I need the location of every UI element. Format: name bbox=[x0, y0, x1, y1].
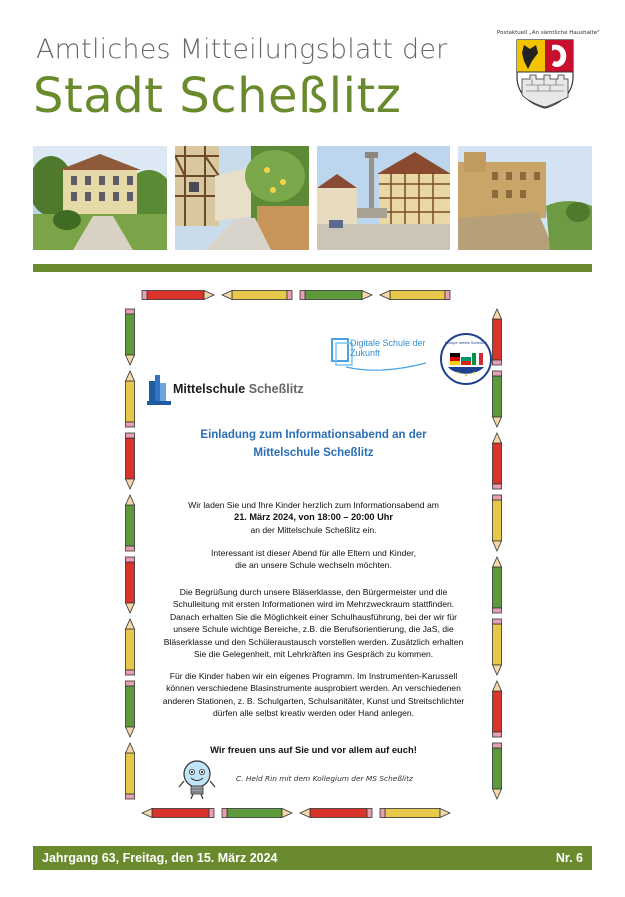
pencil-decoration bbox=[142, 809, 214, 818]
signature: C. Held Rin mit dem Kollegium der MS Scheßlitz bbox=[236, 774, 413, 783]
pencil-decoration bbox=[300, 291, 372, 300]
paragraph-program-parents bbox=[152, 586, 475, 660]
p4-line4: dürfen alle selbst kreativ werden oder Hand anlegen. bbox=[212, 708, 415, 719]
pencil-decoration bbox=[493, 557, 502, 613]
closing-line: Wir freuen uns auf Sie und vor allem auf euch! bbox=[210, 744, 417, 755]
pencil-decoration bbox=[380, 291, 450, 300]
paragraph-invitation bbox=[152, 499, 475, 536]
invitation-heading-line1: Einladung zum Informationsabend an der bbox=[200, 429, 427, 441]
p2-line2: die an unsere Schule wechseln möchten. bbox=[235, 560, 392, 571]
p3-line5: Bläserklasse und den Schüleraustausch vorstellen werden. Zusätzlich erhalten bbox=[163, 636, 464, 647]
issue-info: Jahrgang 63, Freitag, den 15. März 2024 bbox=[42, 851, 278, 865]
pencil-decoration bbox=[493, 309, 502, 365]
p2-line1: Interessant ist dieser Abend für alle Eltern und Kinder, bbox=[211, 548, 416, 558]
p1-line1: Wir laden Sie und Ihre Kinder herzlich zum Informationsabend am bbox=[188, 500, 439, 510]
pencil-decoration bbox=[126, 433, 135, 489]
pencil-decoration bbox=[126, 309, 135, 365]
pencil-decoration bbox=[126, 371, 135, 427]
p3-line6: Sie die Gelegenheit, mit Lehrkräften ins Gespräch zu kommen. bbox=[193, 649, 434, 660]
pencil-decoration bbox=[126, 495, 135, 551]
lightbulb-mascot-icon bbox=[178, 759, 216, 799]
invitation-heading-line2: Mittelschule Scheßlitz bbox=[253, 447, 374, 459]
pencil-decoration bbox=[126, 681, 135, 737]
pencil-decoration bbox=[142, 291, 214, 300]
pencil-decoration bbox=[493, 681, 502, 737]
badge-label: Europe meets Scheßlitz bbox=[444, 340, 488, 345]
city-crest bbox=[497, 30, 600, 130]
photo-strip bbox=[33, 146, 592, 250]
digital-school-label: Digitale Schule der Zukunft bbox=[350, 338, 426, 358]
pencil-decoration bbox=[493, 743, 502, 799]
p4-line3: anderen Stationen, z. B. Schulgarten, Schulsanitäter, Kunst und Streitschlichter bbox=[162, 695, 465, 706]
pencil-decoration bbox=[222, 809, 292, 818]
school-name bbox=[173, 382, 304, 396]
info-evening-flyer bbox=[120, 285, 507, 823]
coat-of-arms-icon bbox=[516, 39, 574, 109]
p3-line4: unsere Schule wichtige Bereiche, z.B. die Berufsorientierung, die JaS, die bbox=[173, 624, 454, 635]
p4-line1: Für die Kinder haben wir ein eigenes Programm. Im Instrumenten-Karussell bbox=[169, 671, 458, 681]
paragraph-program-kids bbox=[152, 670, 475, 720]
photo-castle-park bbox=[33, 146, 167, 250]
paragraph-audience bbox=[152, 547, 475, 572]
pencil-decoration bbox=[300, 809, 372, 818]
issue-footer-bar bbox=[33, 846, 592, 870]
photo-giechburg-castle bbox=[458, 146, 592, 250]
event-date: 21. März 2024, von 18:00 – 20:00 Uhr bbox=[234, 512, 393, 523]
pencil-decoration bbox=[222, 291, 292, 300]
pencil-decoration bbox=[493, 371, 502, 427]
masthead-divider bbox=[33, 264, 592, 272]
invitation-heading bbox=[144, 426, 483, 462]
masthead-title-line2: Stadt Scheßlitz bbox=[33, 68, 402, 124]
pencil-decoration bbox=[126, 557, 135, 613]
pencil-decoration bbox=[380, 809, 450, 818]
p3-line1: Die Begrüßung durch unsere Bläserklasse, den Bürgermeister und die bbox=[179, 587, 448, 597]
pencil-decoration bbox=[493, 619, 502, 675]
photo-market-square bbox=[317, 146, 451, 250]
p1-line3: an der Mittelschule Scheßlitz ein. bbox=[250, 524, 377, 535]
pencil-decoration bbox=[493, 433, 502, 489]
pencil-decoration bbox=[126, 619, 135, 675]
p3-line3: Danach erhalten Sie die Möglichkeit einer Schulhausführung, bei der wir für bbox=[169, 611, 458, 622]
pencil-decoration bbox=[493, 495, 502, 551]
photo-old-town-lane bbox=[175, 146, 309, 250]
school-name-part2: Scheßlitz bbox=[248, 382, 304, 396]
school-logo-icon bbox=[147, 373, 173, 405]
pencil-decoration bbox=[126, 743, 135, 799]
school-name-part1: Mittelschule bbox=[173, 382, 246, 396]
p4-line2: können verschiedene Blasinstrumente ausprobiert werden. An verschiedenen bbox=[166, 683, 461, 694]
crest-label: Postaktuell „An sämtliche Haushalte" bbox=[497, 30, 600, 36]
masthead-title-line1: Amtliches Mitteilungsblatt der bbox=[36, 34, 448, 65]
p3-line2: Schulleitung mit ersten Informationen wird im Mehrzweckraum stattfinden. bbox=[172, 599, 455, 610]
issue-number: Nr. 6 bbox=[555, 851, 583, 865]
